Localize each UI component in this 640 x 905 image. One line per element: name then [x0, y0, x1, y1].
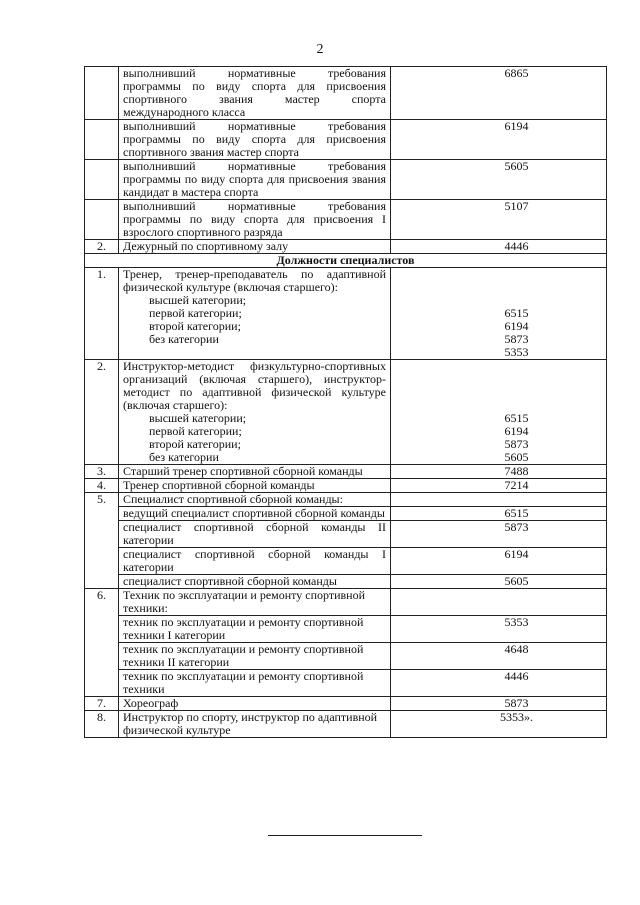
closing-rule — [268, 835, 422, 836]
row-number: 5. — [85, 493, 119, 589]
row-number: 6. — [85, 589, 119, 697]
salary-value: 4446 — [391, 240, 607, 254]
position-text: выполнивший нормативные требования программы по виду спорта для присвоения звания кандидат в мастера спорта — [119, 160, 391, 200]
table-row — [85, 548, 607, 575]
row-number: 8. — [85, 711, 119, 738]
position-text: специалист спортивной сборной команды I категории — [119, 548, 391, 575]
table-row — [85, 479, 607, 493]
table-row — [85, 465, 607, 479]
row-number — [85, 160, 119, 200]
row-number — [85, 200, 119, 240]
salary-table — [84, 66, 607, 738]
salary-value — [391, 493, 607, 507]
position-text: специалист спортивной сборной команды — [119, 575, 391, 589]
salary-value: 7214 — [391, 479, 607, 493]
salary-value: 7488 — [391, 465, 607, 479]
salary-value: 6515 — [504, 411, 529, 425]
salary-value: 4446 — [391, 670, 607, 697]
table-row — [85, 589, 607, 616]
table-row — [85, 616, 607, 643]
table-row — [85, 120, 607, 160]
position-text: техник по эксплуатации и ремонту спортивной техники II категории — [119, 643, 391, 670]
position-title: Инструктор-методист физкультурно-спортивных организаций (включая старшего), инструктор-методист по адаптивной физической культуре (включая старшего): — [123, 359, 386, 412]
position-text — [119, 360, 391, 465]
row-number — [85, 120, 119, 160]
row-number: 1. — [85, 268, 119, 360]
salary-value — [391, 589, 607, 616]
salary-values — [391, 360, 607, 465]
row-number — [85, 67, 119, 120]
salary-value: 6194 — [391, 120, 607, 160]
position-text: выполнивший нормативные требования программы по виду спорта для присвоения спортивного звания мастер спорта — [119, 120, 391, 160]
salary-value: 6515 — [504, 306, 529, 320]
row-number: 4. — [85, 479, 119, 493]
salary-value: 6865 — [391, 67, 607, 120]
row-number: 3. — [85, 465, 119, 479]
position-text: Техник по эксплуатации и ремонту спортивной техники: — [119, 589, 391, 616]
table-row — [85, 240, 607, 254]
salary-values — [391, 268, 607, 360]
position-text: техник по эксплуатации и ремонту спортивной техники I категории — [119, 616, 391, 643]
category-label: высшей категории; — [149, 411, 247, 425]
position-text: ведущий специалист спортивной сборной команды — [119, 507, 391, 521]
table-row — [85, 160, 607, 200]
page-number: 2 — [316, 42, 324, 57]
table-row — [85, 670, 607, 697]
salary-value: 5353 — [391, 616, 607, 643]
row-number: 7. — [85, 697, 119, 711]
section-heading: Должности специалистов — [85, 254, 607, 268]
salary-value: 4648 — [391, 643, 607, 670]
position-text: выполнивший нормативные требования программы по виду спорта для присвоения I взрослого спортивного разряда — [119, 200, 391, 240]
table-row — [85, 711, 607, 738]
position-text: Специалист спортивной сборной команды: — [119, 493, 391, 507]
position-text: Инструктор по спорту, инструктор по адаптивной физической культуре — [119, 711, 391, 738]
position-text: выполнивший нормативные требования программы по виду спорта для присвоения спортивного звания мастер спорта международного класса — [119, 67, 391, 120]
position-text: Хореограф — [119, 697, 391, 711]
salary-value: 5873 — [504, 332, 529, 346]
salary-value: 5605 — [391, 160, 607, 200]
table-row — [85, 493, 607, 507]
table-row — [85, 575, 607, 589]
category-label: второй категории; — [149, 319, 241, 333]
position-text: Дежурный по спортивному залу — [119, 240, 391, 254]
category-label: высшей категории; — [149, 293, 247, 307]
salary-value: 5353». — [391, 711, 607, 738]
salary-value: 5873 — [391, 697, 607, 711]
salary-value: 6194 — [504, 424, 529, 438]
salary-value: 6194 — [504, 319, 529, 333]
table-row — [85, 507, 607, 521]
table-row — [85, 521, 607, 548]
row-number: 2. — [85, 360, 119, 465]
position-text: Старший тренер спортивной сборной команды — [119, 465, 391, 479]
position-text: специалист спортивной сборной команды II категории — [119, 521, 391, 548]
section-heading-row — [85, 254, 607, 268]
position-text — [119, 268, 391, 360]
table-row — [85, 643, 607, 670]
salary-value: 6194 — [391, 548, 607, 575]
row-number: 2. — [85, 240, 119, 254]
table-row — [85, 67, 607, 120]
salary-value: 5107 — [391, 200, 607, 240]
position-text: Тренер спортивной сборной команды — [119, 479, 391, 493]
salary-value: 5873 — [504, 437, 529, 451]
salary-value: 5353 — [504, 345, 529, 359]
salary-value: 5605 — [391, 575, 607, 589]
table-row — [85, 360, 607, 465]
category-label: первой категории; — [149, 306, 242, 320]
table-row — [85, 268, 607, 360]
salary-value: 5873 — [391, 521, 607, 548]
category-label: без категории — [149, 332, 219, 346]
category-label: без категории — [149, 450, 219, 464]
position-title: Тренер, тренер-преподаватель по адаптивной физической культуре (включая старшего): — [123, 267, 386, 294]
category-label: второй категории; — [149, 437, 241, 451]
position-text: техник по эксплуатации и ремонту спортивной техники — [119, 670, 391, 697]
table-row — [85, 200, 607, 240]
category-label: первой категории; — [149, 424, 242, 438]
salary-value: 5605 — [504, 450, 529, 464]
table-row — [85, 697, 607, 711]
salary-value: 6515 — [391, 507, 607, 521]
